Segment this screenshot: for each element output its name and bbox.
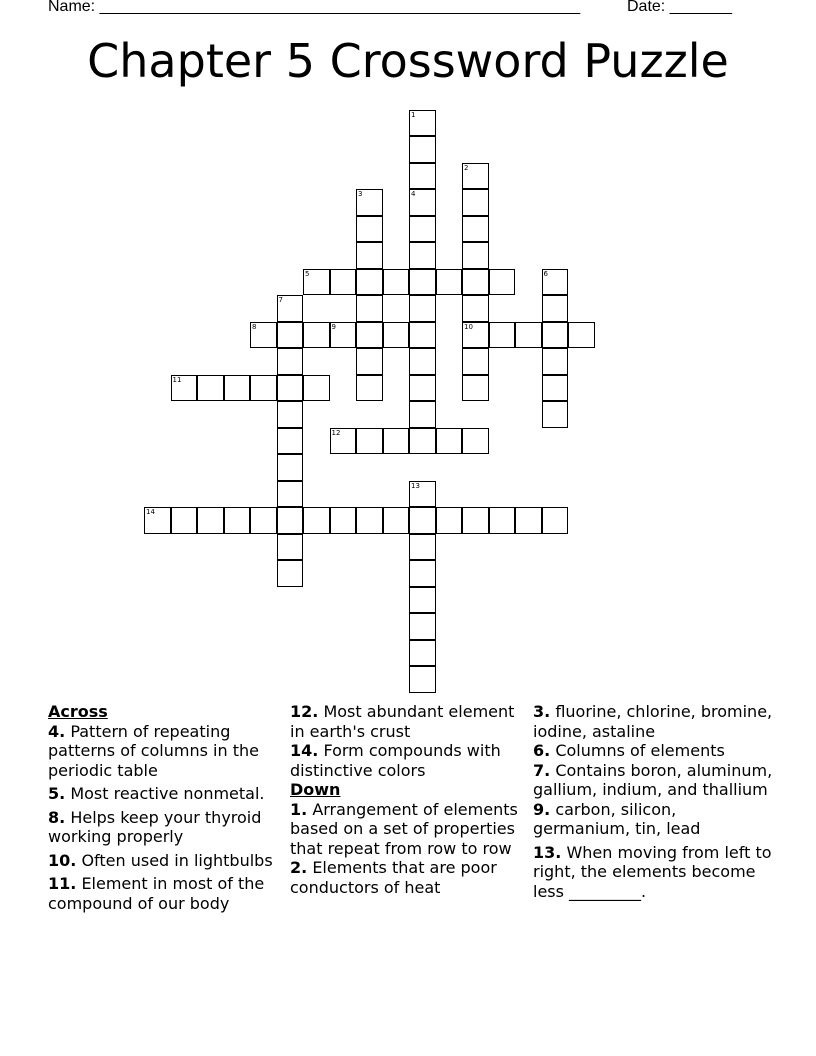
clue-text: Contains boron, aluminum, gallium, indium, and thallium bbox=[533, 760, 773, 799]
crossword-cell[interactable] bbox=[462, 163, 489, 190]
crossword-cell[interactable] bbox=[356, 242, 383, 269]
crossword-cell[interactable] bbox=[489, 269, 516, 296]
down-clue-2 bbox=[290, 858, 525, 897]
cell-number: 11 bbox=[172, 375, 182, 384]
cell-number: 13 bbox=[411, 481, 420, 490]
crossword-cell[interactable] bbox=[542, 295, 569, 322]
clue-text: Elements that are poor conductors of heat bbox=[290, 858, 497, 897]
crossword-cell[interactable] bbox=[542, 375, 569, 402]
crossword-cell[interactable] bbox=[277, 428, 304, 455]
crossword-cell[interactable] bbox=[436, 428, 463, 455]
crossword-cell[interactable] bbox=[356, 322, 383, 349]
clue-number: 5. bbox=[48, 784, 66, 803]
clue-text: Often used in lightbulbs bbox=[81, 850, 273, 870]
clue-text: fluorine, chlorine, bromine, iodine, astaline bbox=[533, 702, 773, 741]
crossword-cell[interactable] bbox=[277, 322, 304, 349]
clue-number: 14. bbox=[290, 741, 319, 760]
crossword-cell[interactable] bbox=[409, 428, 436, 455]
crossword-cell[interactable] bbox=[330, 428, 357, 455]
cell-number: 3 bbox=[358, 190, 363, 198]
down-clue-13 bbox=[533, 843, 773, 902]
cell-number: 1 bbox=[411, 110, 416, 119]
across-clue-14 bbox=[290, 741, 525, 780]
crossword-cell[interactable] bbox=[171, 507, 198, 534]
cell-number: 9 bbox=[331, 322, 336, 331]
clue-text: When moving from left to right, the elements become less _________. bbox=[533, 842, 772, 901]
crossword-cell[interactable] bbox=[409, 666, 436, 693]
crossword-cell[interactable] bbox=[409, 322, 436, 349]
crossword-cell[interactable] bbox=[409, 242, 436, 269]
clues-column-2 bbox=[290, 702, 525, 897]
crossword-cell[interactable] bbox=[330, 507, 357, 534]
clue-number: 1. bbox=[290, 799, 308, 819]
crossword-cell[interactable] bbox=[383, 322, 410, 349]
clue-number: 7. bbox=[533, 760, 551, 780]
crossword-cell[interactable] bbox=[542, 322, 569, 349]
crossword-cell[interactable] bbox=[250, 507, 277, 534]
crossword-cell[interactable] bbox=[356, 507, 383, 534]
date-field-label: Date: _______ bbox=[627, 0, 732, 15]
crossword-cell[interactable] bbox=[356, 216, 383, 243]
cell-number: 7 bbox=[278, 296, 283, 304]
crossword-cell[interactable] bbox=[462, 189, 489, 216]
crossword-cell[interactable] bbox=[462, 507, 489, 534]
crossword-cell[interactable] bbox=[409, 534, 436, 561]
crossword-cell[interactable] bbox=[409, 110, 436, 137]
clue-text: Pattern of repeating patterns of columns in the periodic table bbox=[48, 721, 259, 780]
crossword-cell[interactable] bbox=[409, 216, 436, 243]
crossword-cell[interactable] bbox=[356, 189, 383, 216]
clue-number: 10. bbox=[48, 850, 77, 870]
crossword-cell[interactable] bbox=[277, 481, 304, 508]
clue-number: 12. bbox=[290, 702, 319, 721]
crossword-cell[interactable] bbox=[542, 401, 569, 428]
cell-number: 12 bbox=[331, 428, 341, 437]
crossword-cell[interactable] bbox=[356, 348, 383, 375]
crossword-cell[interactable] bbox=[171, 375, 198, 402]
crossword-cell[interactable] bbox=[436, 507, 463, 534]
crossword-cell[interactable] bbox=[330, 322, 357, 349]
crossword-cell[interactable] bbox=[409, 375, 436, 402]
clue-number: 9. bbox=[533, 799, 551, 819]
crossword-cell[interactable] bbox=[383, 428, 410, 455]
crossword-cell[interactable] bbox=[542, 348, 569, 375]
crossword-cell[interactable] bbox=[250, 375, 277, 402]
crossword-cell[interactable] bbox=[409, 163, 436, 190]
crossword-cell[interactable] bbox=[197, 507, 224, 534]
crossword-cell[interactable] bbox=[409, 640, 436, 667]
down-clue-9 bbox=[533, 800, 773, 839]
crossword-cell[interactable] bbox=[409, 136, 436, 163]
crossword-cell[interactable] bbox=[489, 322, 516, 349]
clue-text: Columns of elements bbox=[555, 741, 725, 760]
clue-number: 11. bbox=[48, 874, 77, 893]
crossword-cell[interactable] bbox=[277, 454, 304, 481]
across-clue-10 bbox=[48, 851, 283, 871]
crossword-cell[interactable] bbox=[383, 507, 410, 534]
clue-text: Most abundant element in earth's crust bbox=[290, 702, 515, 741]
crossword-cell[interactable] bbox=[462, 216, 489, 243]
crossword-cell[interactable] bbox=[409, 401, 436, 428]
cell-number: 4 bbox=[411, 190, 416, 198]
clues-column-3 bbox=[533, 702, 773, 905]
crossword-cell[interactable] bbox=[303, 322, 330, 349]
across-clue-12 bbox=[290, 702, 525, 741]
down-clue-3 bbox=[533, 702, 773, 741]
crossword-cell[interactable] bbox=[277, 401, 304, 428]
crossword-cell[interactable] bbox=[303, 507, 330, 534]
crossword-cell[interactable] bbox=[409, 269, 436, 296]
crossword-cell[interactable] bbox=[515, 507, 542, 534]
across-heading: Across bbox=[48, 702, 108, 721]
down-heading: Down bbox=[290, 780, 341, 799]
cell-number: 8 bbox=[252, 322, 257, 331]
crossword-cell[interactable] bbox=[330, 269, 357, 296]
crossword-cell[interactable] bbox=[250, 322, 277, 349]
clue-text: Element in most of the compound of our body bbox=[48, 874, 265, 913]
crossword-cell[interactable] bbox=[277, 348, 304, 375]
clue-text: carbon, silicon, germanium, tin, lead bbox=[533, 799, 701, 838]
crossword-cell[interactable] bbox=[303, 269, 330, 296]
crossword-cell[interactable] bbox=[462, 428, 489, 455]
clue-number: 2. bbox=[290, 858, 308, 877]
crossword-cell[interactable] bbox=[224, 507, 251, 534]
cell-number: 2 bbox=[464, 163, 469, 172]
crossword-cell[interactable] bbox=[356, 428, 383, 455]
crossword-cell[interactable] bbox=[409, 295, 436, 322]
crossword-cell[interactable] bbox=[409, 507, 436, 534]
crossword-cell[interactable] bbox=[489, 507, 516, 534]
crossword-cell[interactable] bbox=[568, 322, 595, 349]
down-clue-1 bbox=[290, 800, 525, 859]
cell-number: 10 bbox=[464, 322, 473, 331]
down-clue-6 bbox=[533, 741, 773, 761]
crossword-cell[interactable] bbox=[515, 322, 542, 349]
crossword-cell[interactable] bbox=[356, 269, 383, 296]
crossword-cell[interactable] bbox=[462, 322, 489, 349]
crossword-cell[interactable] bbox=[277, 375, 304, 402]
down-clue-7 bbox=[533, 761, 773, 800]
across-clue-4 bbox=[48, 722, 283, 781]
crossword-cell[interactable] bbox=[542, 507, 569, 534]
crossword-cell[interactable] bbox=[277, 534, 304, 561]
crossword-cell[interactable] bbox=[462, 269, 489, 296]
crossword-cell[interactable] bbox=[277, 295, 304, 322]
across-clue-8 bbox=[48, 808, 283, 847]
clues-column-1 bbox=[48, 702, 283, 917]
clue-number: 13. bbox=[533, 842, 562, 862]
crossword-cell[interactable] bbox=[356, 375, 383, 402]
across-clue-11 bbox=[48, 874, 283, 913]
crossword-cell[interactable] bbox=[409, 587, 436, 614]
crossword-cell[interactable] bbox=[356, 295, 383, 322]
cell-number: 5 bbox=[305, 269, 310, 278]
crossword-cell[interactable] bbox=[277, 507, 304, 534]
crossword-cell[interactable] bbox=[409, 560, 436, 587]
page-title: Chapter 5 Crossword Puzzle bbox=[87, 34, 729, 88]
crossword-cell[interactable] bbox=[277, 560, 304, 587]
crossword-cell[interactable] bbox=[462, 242, 489, 269]
crossword-cell[interactable] bbox=[409, 613, 436, 640]
crossword-cell[interactable] bbox=[409, 481, 436, 508]
cell-number: 14 bbox=[146, 508, 155, 516]
clue-text: Arrangement of elements based on a set of properties that repeat from row to row bbox=[290, 799, 518, 858]
crossword-cell[interactable] bbox=[144, 507, 171, 534]
clue-text: Form compounds with distinctive colors bbox=[290, 741, 501, 780]
crossword-cell[interactable] bbox=[383, 269, 410, 296]
crossword-cell[interactable] bbox=[303, 375, 330, 402]
clue-number: 4. bbox=[48, 721, 66, 741]
clue-number: 8. bbox=[48, 807, 66, 827]
crossword-cell[interactable] bbox=[462, 295, 489, 322]
clue-text: Most reactive nonmetal. bbox=[70, 784, 265, 803]
crossword-cell[interactable] bbox=[409, 348, 436, 375]
crossword-cell[interactable] bbox=[224, 375, 251, 402]
crossword-cell[interactable] bbox=[542, 269, 569, 296]
crossword-cell[interactable] bbox=[409, 189, 436, 216]
name-field-label: Name: ______________________________________________________ bbox=[48, 0, 581, 15]
crossword-cell[interactable] bbox=[462, 375, 489, 402]
crossword-cell[interactable] bbox=[197, 375, 224, 402]
clue-number: 6. bbox=[533, 741, 551, 760]
crossword-cell[interactable] bbox=[436, 269, 463, 296]
cell-number: 6 bbox=[543, 269, 548, 278]
across-clue-5 bbox=[48, 784, 283, 804]
clue-text: Helps keep your thyroid working properly bbox=[48, 807, 262, 846]
crossword-cell[interactable] bbox=[462, 348, 489, 375]
clue-number: 3. bbox=[533, 702, 551, 721]
